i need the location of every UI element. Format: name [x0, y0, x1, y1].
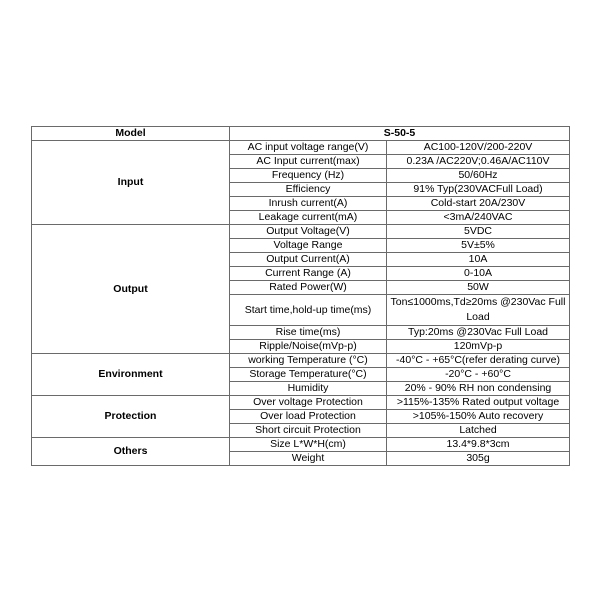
spec-value: 5VDC: [387, 225, 570, 239]
spec-value: <3mA/240VAC: [387, 211, 570, 225]
spec-label: Short circuit Protection: [230, 424, 387, 438]
spec-label: Over voltage Protection: [230, 396, 387, 410]
spec-label: Weight: [230, 452, 387, 466]
spec-label: Over load Protection: [230, 410, 387, 424]
table-row: [32, 141, 570, 155]
spec-value: 50/60Hz: [387, 169, 570, 183]
spec-label: Inrush current(A): [230, 197, 387, 211]
spec-value: 50W: [387, 281, 570, 295]
spec-value: Cold-start 20A/230V: [387, 197, 570, 211]
spec-value: 10A: [387, 253, 570, 267]
spec-value: 0.23A /AC220V;0.46A/AC110V: [387, 155, 570, 169]
spec-label: Leakage current(mA): [230, 211, 387, 225]
spec-value: Latched: [387, 424, 570, 438]
section-title-environment: Environment: [32, 354, 230, 396]
spec-value: 5V±5%: [387, 239, 570, 253]
spec-value: 20% - 90% RH non condensing: [387, 382, 570, 396]
table-header-row: [32, 127, 570, 141]
spec-label: Frequency (Hz): [230, 169, 387, 183]
spec-value: -20°C - +60°C: [387, 368, 570, 382]
table-row: [32, 225, 570, 239]
spec-label: working Temperature (°C): [230, 354, 387, 368]
spec-value: 305g: [387, 452, 570, 466]
table-row: [32, 396, 570, 410]
section-title-protection: Protection: [32, 396, 230, 438]
spec-label: Efficiency: [230, 183, 387, 197]
spec-value: AC100-120V/200-220V: [387, 141, 570, 155]
spec-label: Current Range (A): [230, 267, 387, 281]
spec-label: Humidity: [230, 382, 387, 396]
spec-label: Output Current(A): [230, 253, 387, 267]
spec-value: -40°C - +65°C(refer derating curve): [387, 354, 570, 368]
spec-label: Output Voltage(V): [230, 225, 387, 239]
spec-value: >115%-135% Rated output voltage: [387, 396, 570, 410]
section-title-others: Others: [32, 438, 230, 466]
spec-value: 13.4*9.8*3cm: [387, 438, 570, 452]
spec-value: Ton≤1000ms,Td≥20ms @230Vac Full Load: [387, 295, 570, 326]
spec-value: 0-10A: [387, 267, 570, 281]
section-title-input: Input: [32, 141, 230, 225]
spec-label: AC Input current(max): [230, 155, 387, 169]
spec-label: Ripple/Noise(mVp-p): [230, 340, 387, 354]
model-value: S-50-5: [230, 127, 570, 141]
specification-table: [31, 126, 570, 466]
spec-label: Size L*W*H(cm): [230, 438, 387, 452]
spec-value: >105%-150% Auto recovery: [387, 410, 570, 424]
table-row: [32, 354, 570, 368]
spec-value: 120mVp-p: [387, 340, 570, 354]
spec-value: 91% Typ(230VACFull Load): [387, 183, 570, 197]
section-title-output: Output: [32, 225, 230, 354]
spec-label: Rated Power(W): [230, 281, 387, 295]
spec-value: Typ:20ms @230Vac Full Load: [387, 326, 570, 340]
model-label: Model: [32, 127, 230, 141]
table-row: [32, 438, 570, 452]
spec-label: Storage Temperature(°C): [230, 368, 387, 382]
spec-label: Start time,hold-up time(ms): [230, 295, 387, 326]
spec-label: Voltage Range: [230, 239, 387, 253]
spec-label: Rise time(ms): [230, 326, 387, 340]
spec-label: AC input voltage range(V): [230, 141, 387, 155]
